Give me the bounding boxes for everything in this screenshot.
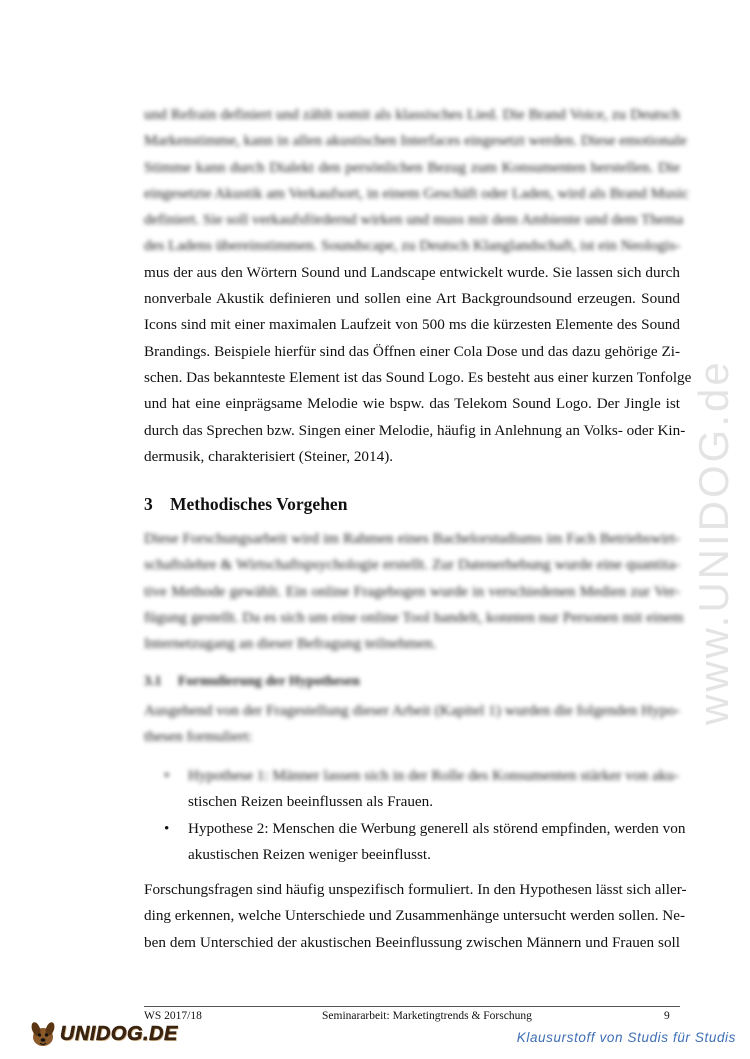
section-title: Methodisches Vorgehen bbox=[170, 494, 348, 514]
watermark: www.UNIDOG.de bbox=[690, 359, 737, 725]
bullet-icon: • bbox=[164, 767, 170, 784]
paragraph-closing: Forschungsfragen sind häufig unspezifisch formuliert. In den Hypothesen lässt sich aller- ding erkennen, welche Unterschiede und Zusammenhänge untersucht werden sollen. Ne- ben dem Unterschied der akustischen Beeinflussung zwischen Männern und Frauen soll bbox=[144, 881, 687, 951]
footer-page-number: 9 bbox=[664, 1010, 670, 1022]
paragraph-method: Diese Forschungsarbeit wird im Rahmen eines Bachelorstudiums im Fach Betriebswirt- schaftslehre & Wirtschaftspsychologie erstellt. Zur Datenerhebung wurde eine quantita- tive Methode gewählt. Ein online Fragebogen wurde in verschiedenen Medien zur Ver- fügung gestellt. Da es sich um eine online Tool handelt, konnten nur Personen mit einem Internetzugang an dieser Befragung teilnehmen. bbox=[144, 530, 684, 653]
list-item: • Hypothese 2: Menschen die Werbung generell als störend empfinden, werden von akustischen Reizen weniger beeinflusst. bbox=[144, 816, 680, 869]
dog-icon bbox=[28, 1019, 58, 1049]
footer-divider bbox=[144, 1006, 680, 1007]
footer-semester: WS 2017/18 bbox=[144, 1010, 202, 1022]
blurred-text-block: und Refrain definiert und zählt somit als klassisches Lied. Die Brand Voice, zu Deutsch Markenstimme, kann in allen akustischen Interfaces eingesetzt werden. Diese emotionale Stimme kann durch Dialekt den persönlichen Bezug zum Konsumenten herstellen. Die eingesetzte Akustik am Verkaufsort, in einem Geschäft oder Laden, wird als Brand Music definiert. Sie soll verkaufsfördernd wirken und muss mit dem Ambiente und dem Thema des Ladens übereinstimmen. Soundscape, zu Deutsch Klanglandschaft, ist ein Neologis- bbox=[144, 106, 689, 255]
visible-text-block: mus der aus den Wörtern Sound und Landscape entwickelt wurde. Sie lassen sich durch nonverbale Akustik definieren und sollen eine Art Backgroundsound erzeugen. Sound Icons sind mit einer maximalen Laufzeit von 500 ms die kürzesten Elemente des Sound Brandings. Beispiele hierfür sind das Öffnen einer Cola Dose und das dazu gehörige Zi- schen. Das bekannteste Element ist das Sound Logo. Es besteht aus einer kurzen Tonfolge und hat eine einprägsame Melodie wie bspw. das Telekom Sound Logo. Der Jingle ist durch das Sprechen bzw. Singen einer Melodie, häufig in Anlehnung an Volks- oder Kin- dermusik, charakterisiert (Steiner, 2014). bbox=[144, 263, 692, 465]
paragraph-hypotheses-intro: Ausgehend von der Fragestellung dieser Arbeit (Kapitel 1) wurden die folgenden Hypo- thesen formuliert: bbox=[144, 702, 680, 746]
tagline: Klausurstoff von Studis für Studis bbox=[516, 1030, 736, 1045]
hypotheses-list bbox=[144, 763, 686, 868]
section-number: 3 bbox=[144, 494, 153, 514]
section-heading bbox=[144, 494, 347, 515]
subsection-number: 3.1 bbox=[144, 674, 162, 689]
unidog-logo bbox=[28, 1019, 178, 1049]
subsection-heading bbox=[144, 674, 360, 690]
subsection-title: Formulierung der Hypothesen bbox=[178, 674, 360, 689]
footer-title: Seminararbeit: Marketingtrends & Forschung bbox=[322, 1010, 532, 1022]
paragraph-sound-branding bbox=[144, 102, 692, 470]
bullet-icon: • bbox=[164, 819, 170, 837]
logo-text: UNIDOG.DE bbox=[60, 1022, 178, 1045]
list-item: • Hypothese 1: Männer lassen sich in der Rolle des Konsumenten stärker von aku- stischen Reizen beeinflussen als Frauen. bbox=[144, 763, 680, 816]
